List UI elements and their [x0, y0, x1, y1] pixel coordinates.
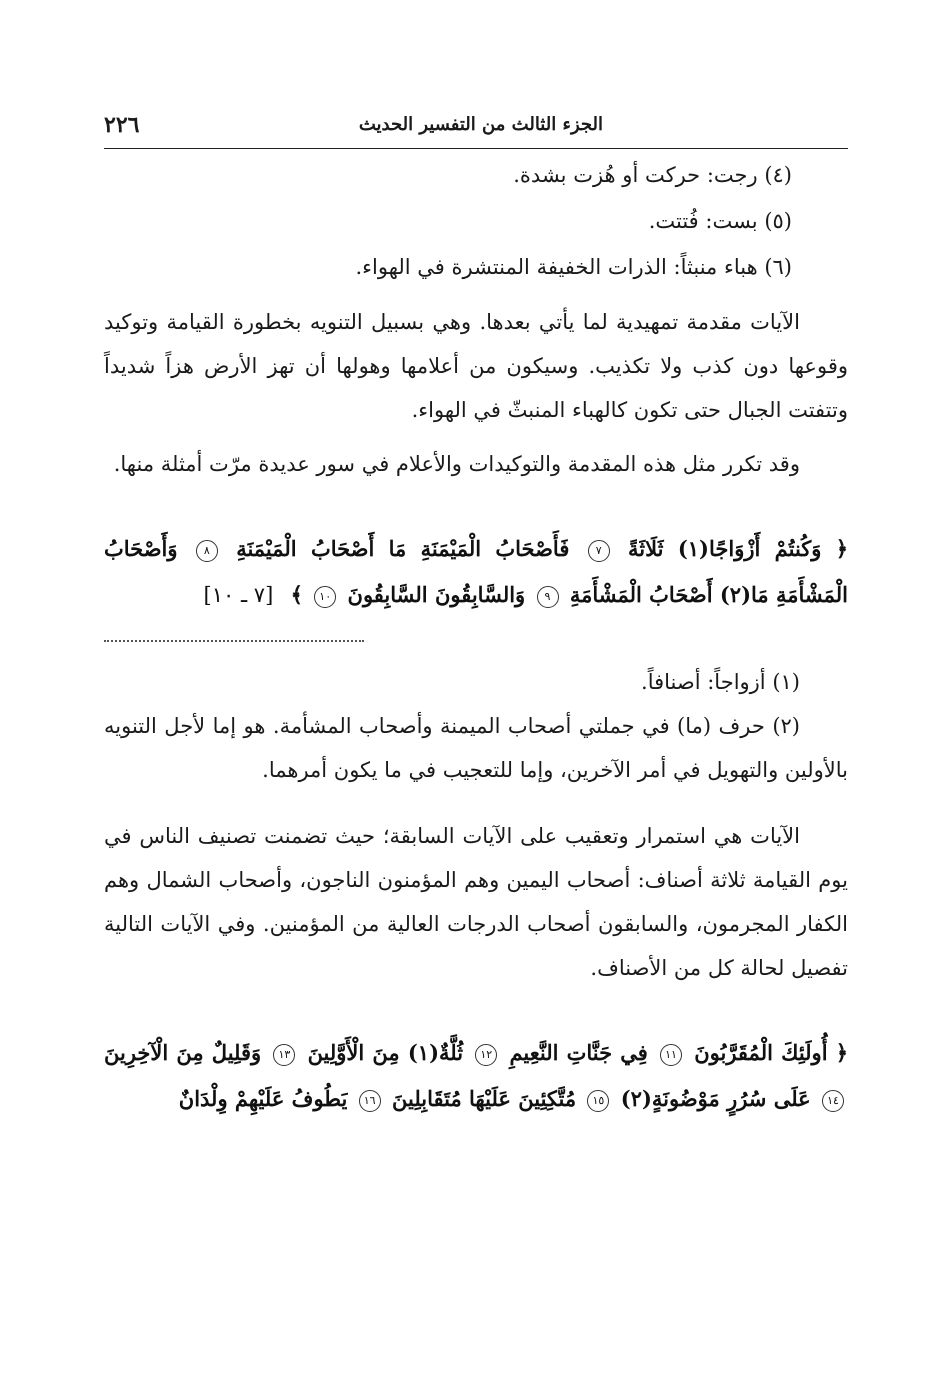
ayah-number-marker: ١٠: [314, 586, 336, 608]
note-5: (٥) بست: فُتتت.: [648, 209, 792, 233]
footnote-2: (٢) حرف (ما) في جملتي أصحاب الميمنة وأصحاب المشأمة. هو إما لأجل التنويه بالأولين والتهويل في أمر الآخرين، وإما للتعجيب في ما يكون أمرهما.: [104, 714, 848, 782]
verse-close-bracket: ﴾: [290, 582, 303, 607]
page-body: [104, 152, 848, 1122]
verse-text: مُتَّكِئِينَ عَلَيْهَا مُتَقَابِلِينَ: [392, 1086, 577, 1111]
verse-text: فِي جَنَّاتِ النَّعِيمِ: [509, 1040, 648, 1065]
verse-text: ثُلَّةٌ(١) مِنَ الْأَوَّلِينَ: [307, 1040, 464, 1065]
quran-verse-block-2: [104, 1030, 848, 1122]
paragraph-3: الآيات هي استمرار وتعقيب على الآيات السابقة؛ حيث تضمنت تصنيف الناس في يوم القيامة ثلاثة أصناف: أصحاب اليمين وهم المؤمنون الناجون، وأصحاب الشمال وهم الكفار المجرمون، والسابقون أصحاب الدرجات العالية من المؤمنين. وفي الآيات التالية تفصيل لحالة كل من الأصناف.: [104, 824, 848, 980]
footnote-divider: [104, 640, 364, 642]
verse-text: فَأَصْحَابُ الْمَيْمَنَةِ مَا أَصْحَابُ الْمَيْمَنَةِ: [236, 536, 570, 561]
running-title: الجزء الثالث من التفسير الحديث: [358, 114, 603, 135]
ayah-number-marker: ١٦: [359, 1090, 381, 1112]
verse-text: وَالسَّابِقُونَ السَّابِقُونَ: [347, 582, 526, 607]
verse-text: ﴿ أُولَئِكَ الْمُقَرَّبُونَ: [694, 1040, 849, 1065]
ayah-number-marker: ١٣: [273, 1044, 295, 1066]
ayah-number-marker: ١٥: [587, 1090, 609, 1112]
verse-reference: [٧ ـ ١٠]: [203, 583, 274, 607]
page-number: ٢٢٦: [104, 112, 140, 138]
quran-verse-block-1: [104, 526, 848, 618]
verse-text: ﴿ وَكُنتُمْ أَزْوَاجًا(١) ثَلَاثَةً: [628, 536, 849, 561]
verse-text: وَقَلِيلٌ مِنَ الْآخِرِينَ: [104, 1040, 262, 1065]
ayah-number-marker: ١٤: [822, 1090, 844, 1112]
ayah-number-marker: ٩: [537, 586, 559, 608]
ayah-number-marker: ٧: [588, 540, 610, 562]
footnote-1: (١) أزواجاً: أصنافاً.: [641, 670, 800, 694]
ayah-number-marker: ١٢: [475, 1044, 497, 1066]
note-4: (٤) رجت: حركت أو هُزت بشدة.: [513, 163, 792, 187]
verse-text: وَأَصْحَابُ الْمَشْأَمَةِ مَا(٢) أَصْحَابُ الْمَشْأَمَةِ: [104, 536, 848, 607]
ayah-number-marker: ١١: [660, 1044, 682, 1066]
verse-text: عَلَى سُرُرٍ مَوْضُونَةٍ(٢): [620, 1086, 811, 1111]
paragraph-2: وقد تكرر مثل هذه المقدمة والتوكيدات والأعلام في سور عديدة مرّت أمثلة منها.: [113, 452, 800, 476]
paragraph-1: الآيات مقدمة تمهيدية لما يأتي بعدها. وهي بسبيل التنويه بخطورة القيامة وتوكيد وقوعها دون كذب ولا تكذيب. وسيكون من أعلامها وهولها أن تهز الأرض هزاً شديداً وتتفتت الجبال حتى تكون كالهباء المنبثّ في الهواء.: [104, 310, 848, 422]
verse-text: يَطُوفُ عَلَيْهِمْ وِلْدَانٌ: [178, 1086, 348, 1111]
page-header: [104, 112, 848, 149]
ayah-number-marker: ٨: [196, 540, 218, 562]
note-6: (٦) هباء منبثاً: الذرات الخفيفة المنتشرة في الهواء.: [355, 255, 792, 279]
